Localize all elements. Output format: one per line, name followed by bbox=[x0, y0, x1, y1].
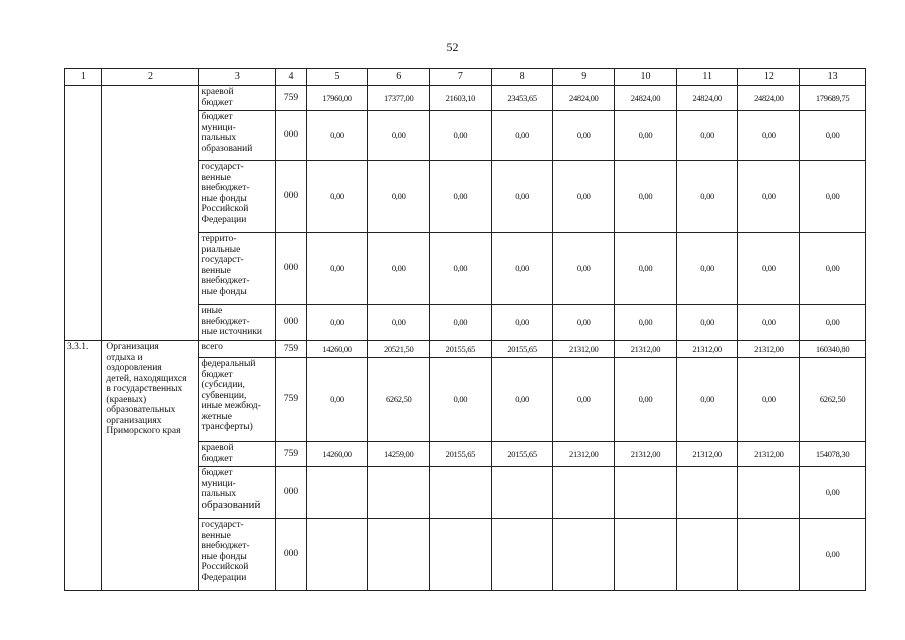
value-cell: 0,00 bbox=[676, 358, 738, 442]
value-cell: 0,00 bbox=[491, 161, 553, 233]
value-cell: 0,00 bbox=[553, 233, 615, 305]
value-cell bbox=[491, 519, 553, 591]
value-cell: 0,00 bbox=[615, 358, 677, 442]
value-cell bbox=[676, 467, 738, 519]
value-cell: 21312,00 bbox=[553, 341, 615, 358]
item-number-cell bbox=[65, 86, 102, 341]
value-cell: 0,00 bbox=[738, 358, 800, 442]
value-cell: 0,00 bbox=[430, 161, 492, 233]
value-cell: 17960,00 bbox=[306, 86, 368, 111]
value-cell bbox=[306, 467, 368, 519]
value-cell: 0,00 bbox=[430, 233, 492, 305]
value-cell: 0,00 bbox=[368, 233, 430, 305]
value-cell: 21603,10 bbox=[430, 86, 492, 111]
value-cell: 0,00 bbox=[615, 111, 677, 161]
value-cell bbox=[738, 467, 800, 519]
value-cell: 0,00 bbox=[738, 233, 800, 305]
total-cell: 6262,50 bbox=[800, 358, 866, 442]
source-cell: всего bbox=[199, 341, 276, 358]
header-cell: 4 bbox=[276, 69, 306, 86]
value-cell: 17377,00 bbox=[368, 86, 430, 111]
total-cell: 0,00 bbox=[800, 233, 866, 305]
source-cell: бюджет муници- пальных образований bbox=[199, 111, 276, 161]
header-cell: 8 bbox=[491, 69, 553, 86]
header-row bbox=[65, 69, 866, 86]
value-cell: 0,00 bbox=[553, 111, 615, 161]
source-cell: федеральный бюджет (субсидии, субвенции, иные межбюд- жетные трансферты) bbox=[199, 358, 276, 442]
header-cell: 7 bbox=[430, 69, 492, 86]
value-cell: 0,00 bbox=[491, 111, 553, 161]
value-cell: 6262,50 bbox=[368, 358, 430, 442]
value-cell bbox=[368, 519, 430, 591]
value-cell: 0,00 bbox=[430, 305, 492, 341]
value-cell: 20155,65 bbox=[430, 341, 492, 358]
value-cell: 0,00 bbox=[491, 305, 553, 341]
total-cell: 154078,30 bbox=[800, 442, 866, 467]
value-cell: 21312,00 bbox=[553, 442, 615, 467]
total-cell: 0,00 bbox=[800, 467, 866, 519]
value-cell bbox=[615, 467, 677, 519]
header-cell: 1 bbox=[65, 69, 102, 86]
value-cell: 0,00 bbox=[491, 233, 553, 305]
value-cell: 14259,00 bbox=[368, 442, 430, 467]
code-cell: 000 bbox=[276, 467, 306, 519]
value-cell bbox=[430, 519, 492, 591]
code-cell: 000 bbox=[276, 305, 306, 341]
value-cell: 14260,00 bbox=[306, 341, 368, 358]
value-cell: 14260,00 bbox=[306, 442, 368, 467]
value-cell bbox=[553, 467, 615, 519]
value-cell: 0,00 bbox=[738, 161, 800, 233]
value-cell bbox=[368, 467, 430, 519]
value-cell: 21312,00 bbox=[615, 442, 677, 467]
value-cell: 21312,00 bbox=[676, 341, 738, 358]
value-cell: 24824,00 bbox=[676, 86, 738, 111]
value-cell: 20155,65 bbox=[491, 442, 553, 467]
value-cell: 0,00 bbox=[738, 111, 800, 161]
value-cell bbox=[738, 519, 800, 591]
value-cell: 24824,00 bbox=[553, 86, 615, 111]
header-cell: 2 bbox=[102, 69, 199, 86]
budget-table bbox=[64, 68, 866, 591]
header-cell: 6 bbox=[368, 69, 430, 86]
header-cell: 3 bbox=[199, 69, 276, 86]
total-cell: 179689,75 bbox=[800, 86, 866, 111]
value-cell bbox=[676, 519, 738, 591]
value-cell: 0,00 bbox=[306, 358, 368, 442]
value-cell: 0,00 bbox=[553, 161, 615, 233]
total-cell: 0,00 bbox=[800, 519, 866, 591]
source-cell: бюджет муници- пальных образований bbox=[199, 467, 276, 519]
value-cell: 24824,00 bbox=[615, 86, 677, 111]
source-cell: иные внебюджет- ные источники bbox=[199, 305, 276, 341]
source-cell: террито- риальные государст- венные внебюджет- ные фонды bbox=[199, 233, 276, 305]
code-cell: 759 bbox=[276, 358, 306, 442]
value-cell: 20155,65 bbox=[430, 442, 492, 467]
value-cell: 24824,00 bbox=[738, 86, 800, 111]
value-cell: 0,00 bbox=[306, 305, 368, 341]
value-cell: 21312,00 bbox=[738, 442, 800, 467]
value-cell: 0,00 bbox=[615, 161, 677, 233]
source-cell: краевой бюджет bbox=[199, 86, 276, 111]
code-cell: 759 bbox=[276, 341, 306, 358]
value-cell: 21312,00 bbox=[738, 341, 800, 358]
value-cell: 0,00 bbox=[676, 161, 738, 233]
value-cell bbox=[430, 467, 492, 519]
value-cell bbox=[553, 519, 615, 591]
item-number-cell: 3.3.1. bbox=[65, 341, 102, 591]
value-cell bbox=[615, 519, 677, 591]
value-cell: 0,00 bbox=[306, 111, 368, 161]
value-cell: 0,00 bbox=[306, 233, 368, 305]
value-cell bbox=[491, 467, 553, 519]
value-cell: 0,00 bbox=[553, 305, 615, 341]
value-cell: 0,00 bbox=[553, 358, 615, 442]
total-cell: 160340,80 bbox=[800, 341, 866, 358]
value-cell: 0,00 bbox=[430, 111, 492, 161]
value-cell: 20521,50 bbox=[368, 341, 430, 358]
code-cell: 000 bbox=[276, 233, 306, 305]
header-cell: 13 bbox=[800, 69, 866, 86]
value-cell: 0,00 bbox=[738, 305, 800, 341]
value-cell: 0,00 bbox=[368, 111, 430, 161]
source-tail-text: образований bbox=[201, 498, 261, 511]
source-cell: государст- венные внебюджет- ные фонды Российской Федерации bbox=[199, 161, 276, 233]
value-cell: 23453,65 bbox=[491, 86, 553, 111]
value-cell: 21312,00 bbox=[615, 341, 677, 358]
code-cell: 759 bbox=[276, 86, 306, 111]
table-row bbox=[65, 86, 866, 111]
value-cell: 0,00 bbox=[368, 161, 430, 233]
value-cell: 0,00 bbox=[676, 233, 738, 305]
table-row bbox=[65, 341, 866, 358]
value-cell: 0,00 bbox=[676, 111, 738, 161]
value-cell: 20155,65 bbox=[491, 341, 553, 358]
header-cell: 12 bbox=[738, 69, 800, 86]
value-cell: 0,00 bbox=[676, 305, 738, 341]
value-cell: 21312,00 bbox=[676, 442, 738, 467]
header-cell: 10 bbox=[615, 69, 677, 86]
source-cell: краевой бюджет bbox=[199, 442, 276, 467]
value-cell: 0,00 bbox=[615, 305, 677, 341]
value-cell: 0,00 bbox=[615, 233, 677, 305]
header-cell: 11 bbox=[676, 69, 738, 86]
code-cell: 000 bbox=[276, 519, 306, 591]
item-name-cell bbox=[102, 86, 199, 341]
source-cell: государст- венные внебюджет- ные фонды Российской Федерации bbox=[199, 519, 276, 591]
header-cell: 9 bbox=[553, 69, 615, 86]
total-cell: 0,00 bbox=[800, 305, 866, 341]
value-cell: 0,00 bbox=[430, 358, 492, 442]
value-cell bbox=[306, 519, 368, 591]
value-cell: 0,00 bbox=[491, 358, 553, 442]
total-cell: 0,00 bbox=[800, 161, 866, 233]
code-cell: 000 bbox=[276, 161, 306, 233]
code-cell: 759 bbox=[276, 442, 306, 467]
total-cell: 0,00 bbox=[800, 111, 866, 161]
item-name-cell: Организация отдыха и оздоровления детей, находящихся в государственных (краевых) образовательных организациях Приморского края bbox=[102, 341, 199, 591]
header-cell: 5 bbox=[306, 69, 368, 86]
code-cell: 000 bbox=[276, 111, 306, 161]
value-cell: 0,00 bbox=[306, 161, 368, 233]
page-number: 52 bbox=[446, 40, 459, 54]
value-cell: 0,00 bbox=[368, 305, 430, 341]
